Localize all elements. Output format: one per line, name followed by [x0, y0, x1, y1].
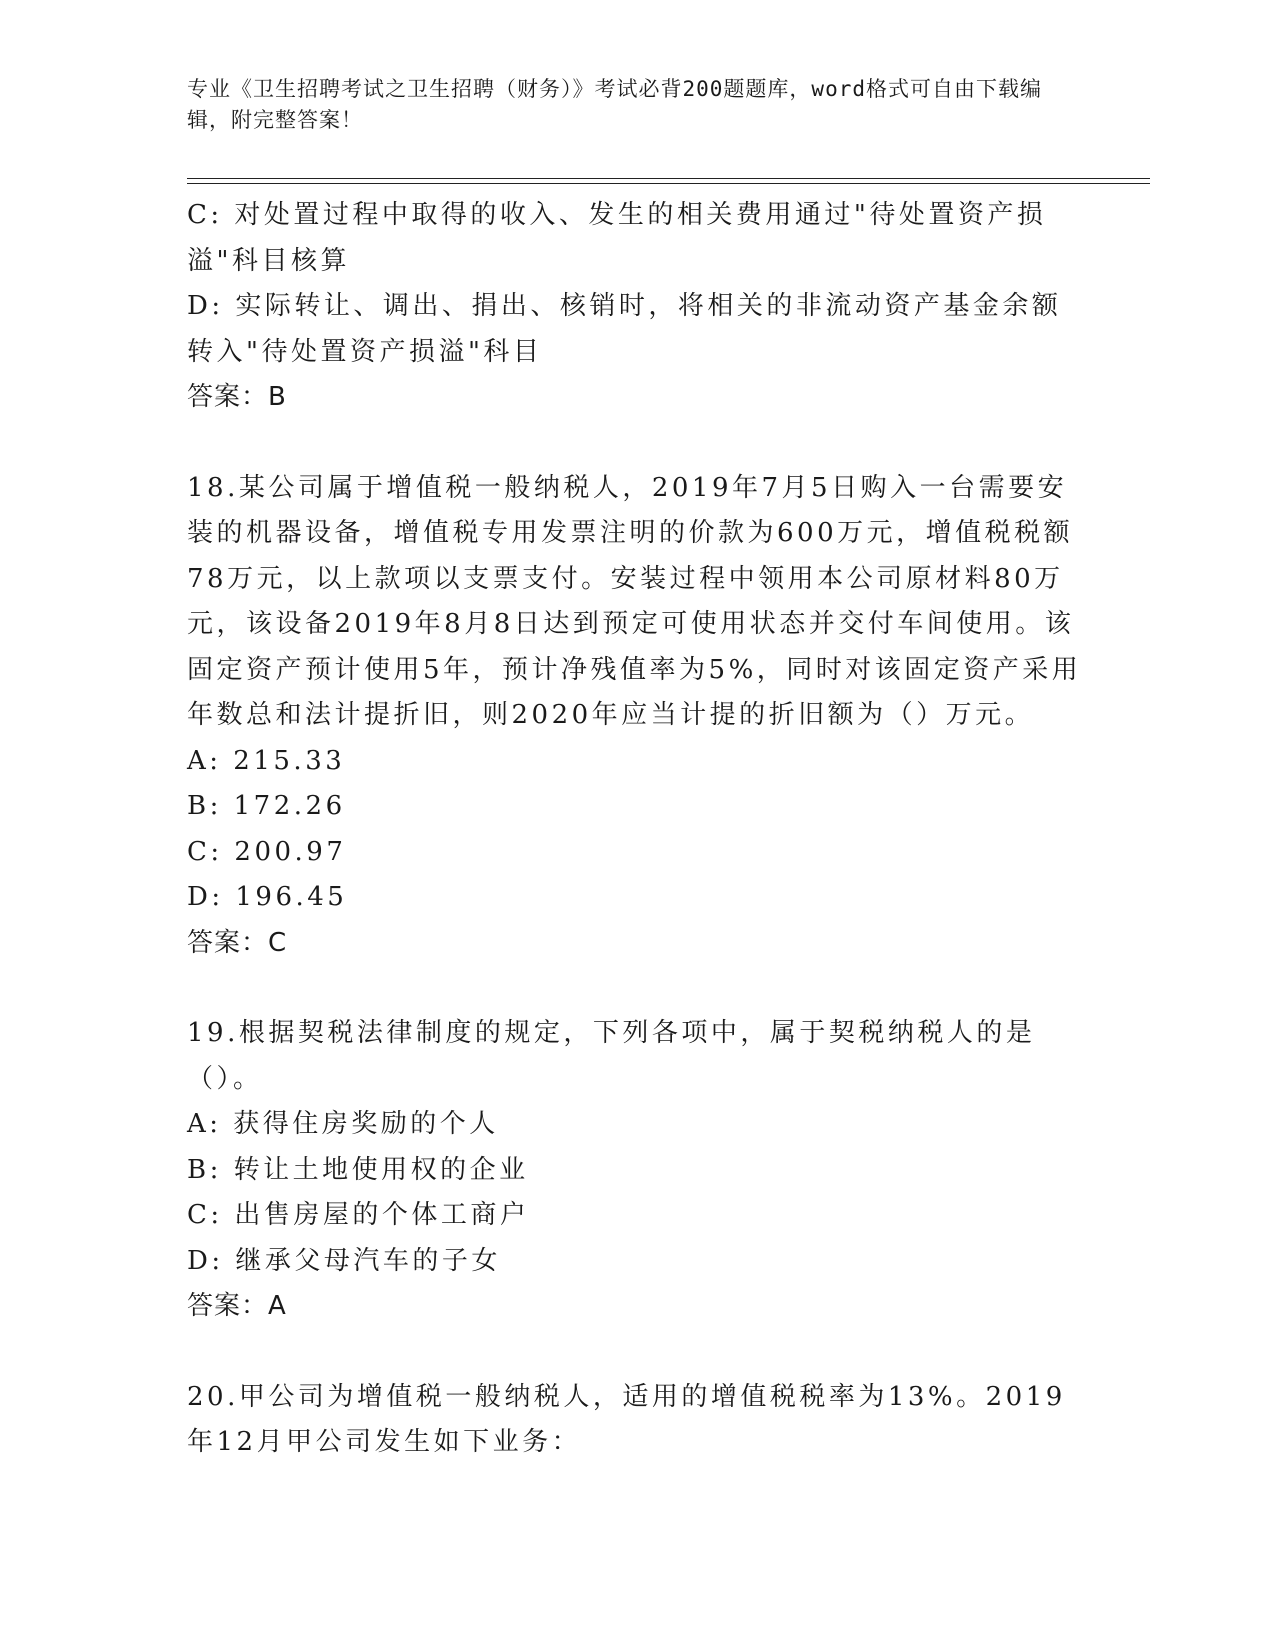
option-d: D: 实际转让、调出、捐出、核销时，将相关的非流动资产基金余额转入"待处置资产损溢"科目	[187, 291, 1062, 367]
option-b: B: 转让土地使用权的企业	[187, 1154, 529, 1185]
option-c: C: 200.97	[187, 836, 347, 867]
option-b: B: 172.26	[187, 791, 346, 821]
document-header: 专业《卫生招聘考试之卫生招聘（财务）》考试必背200题题库，word格式可自由下载编辑，附完整答案！	[187, 77, 1042, 132]
question-text: 19.根据契税法律制度的规定，下列各项中，属于契税纳税人的是（）。	[187, 1018, 1036, 1094]
answer: 答案：C	[187, 927, 288, 958]
header-divider-top	[187, 178, 1150, 179]
question-content	[187, 193, 1087, 1466]
option-d: D: 196.45	[187, 882, 348, 912]
answer: 答案：A	[187, 1291, 287, 1321]
option-d: D: 继承父母汽车的子女	[187, 1245, 501, 1276]
option-a: A: 获得住房奖励的个人	[187, 1109, 499, 1139]
answer: 答案：B	[187, 382, 287, 412]
option-c: C: 对处置过程中取得的收入、发生的相关费用通过"待处置资产损溢"科目核算	[187, 200, 1047, 276]
header-divider-bottom	[187, 183, 1150, 184]
question-18	[187, 466, 1087, 967]
question-20	[187, 1375, 1087, 1466]
question-19	[187, 1011, 1087, 1330]
question-17-tail	[187, 193, 1087, 421]
option-c: C: 出售房屋的个体工商户	[187, 1200, 530, 1230]
question-text: 18.某公司属于增值税一般纳税人，2019年7月5日购入一台需要安装的机器设备，增值税专用发票注明的价款为600万元，增值税税额78万元，以上款项以支票支付。安装过程中领用本公司原材料80万元，该设备2019年8月8日达到预定可使用状态并交付车间使用。该固定资产预计使用5年，预计净残值率为5%，同时对该固定资产采用年数总和法计提折旧，则2020年应当计提的折旧额为（）万元。	[187, 472, 1082, 730]
option-a: A: 215.33	[187, 745, 346, 776]
question-text: 20.甲公司为增值税一般纳税人，适用的增值税税率为13%。2019年12月甲公司发生如下业务：	[187, 1381, 1066, 1457]
